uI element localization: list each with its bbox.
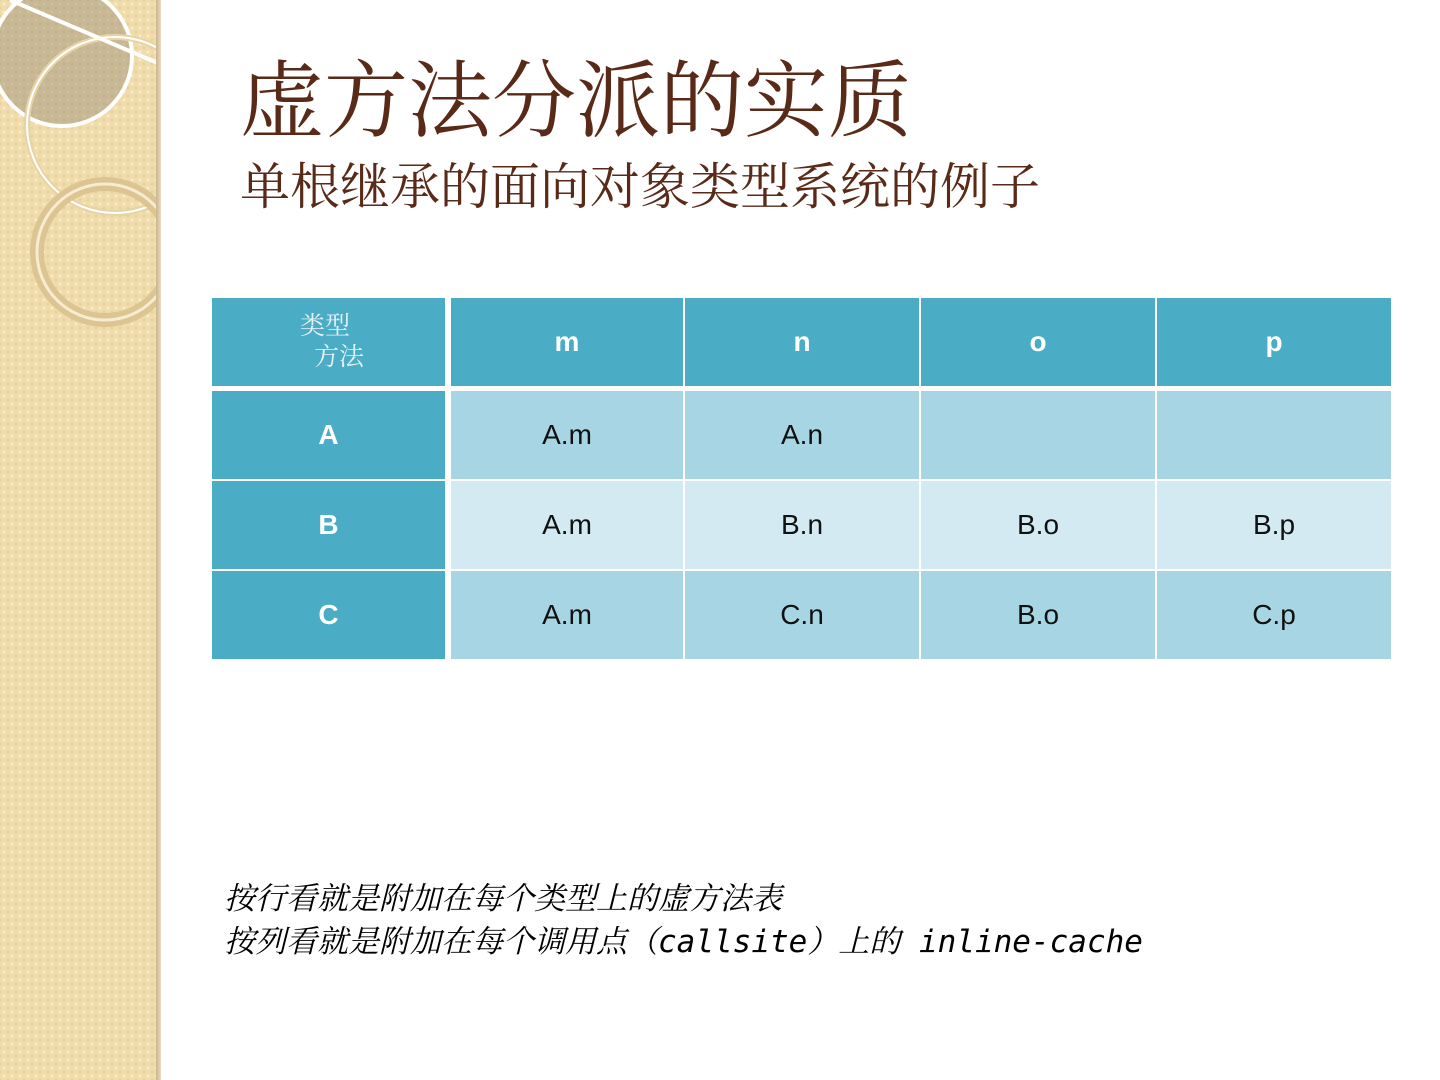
notes-block xyxy=(224,878,1184,964)
table-row xyxy=(211,570,1392,660)
corner-type-label: 类型 xyxy=(300,311,351,340)
slide-title: 虚方法分派的实质 xyxy=(240,52,913,150)
decorative-side-panel xyxy=(0,0,156,1080)
slide-subtitle: 单根继承的面向对象类型系统的例子 xyxy=(240,158,1040,216)
column-header: n xyxy=(684,297,920,389)
note-line-columns: 按列看就是附加在每个调用点（callsite）上的 inline-cache xyxy=(224,923,1143,960)
row-header: B xyxy=(211,480,448,570)
note-line-rows: 按行看就是附加在每个类型上的虚方法表 xyxy=(224,881,782,917)
table-cell: B.n xyxy=(684,480,920,570)
table-cell: B.o xyxy=(920,480,1156,570)
table-cell: A.m xyxy=(448,480,684,570)
row-header: A xyxy=(211,389,448,481)
table-cell xyxy=(920,389,1156,481)
table-cell: A.m xyxy=(448,389,684,481)
table-row xyxy=(211,389,1392,481)
row-header: C xyxy=(211,570,448,660)
table-cell: C.p xyxy=(1156,570,1392,660)
table-corner-cell xyxy=(211,297,448,389)
column-header: p xyxy=(1156,297,1392,389)
table-cell: B.p xyxy=(1156,480,1392,570)
table-row xyxy=(211,480,1392,570)
table-header-row xyxy=(211,297,1392,389)
corner-method-label: 方法 xyxy=(314,343,365,371)
table-cell: A.m xyxy=(448,570,684,660)
dispatch-table xyxy=(210,296,1393,661)
column-header: m xyxy=(448,297,684,389)
decorative-rings xyxy=(0,0,156,360)
table-cell: B.o xyxy=(920,570,1156,660)
column-header: o xyxy=(920,297,1156,389)
table-cell: C.n xyxy=(684,570,920,660)
table-cell: A.n xyxy=(684,389,920,481)
table-cell xyxy=(1156,389,1392,481)
side-panel-edge xyxy=(156,0,161,1080)
